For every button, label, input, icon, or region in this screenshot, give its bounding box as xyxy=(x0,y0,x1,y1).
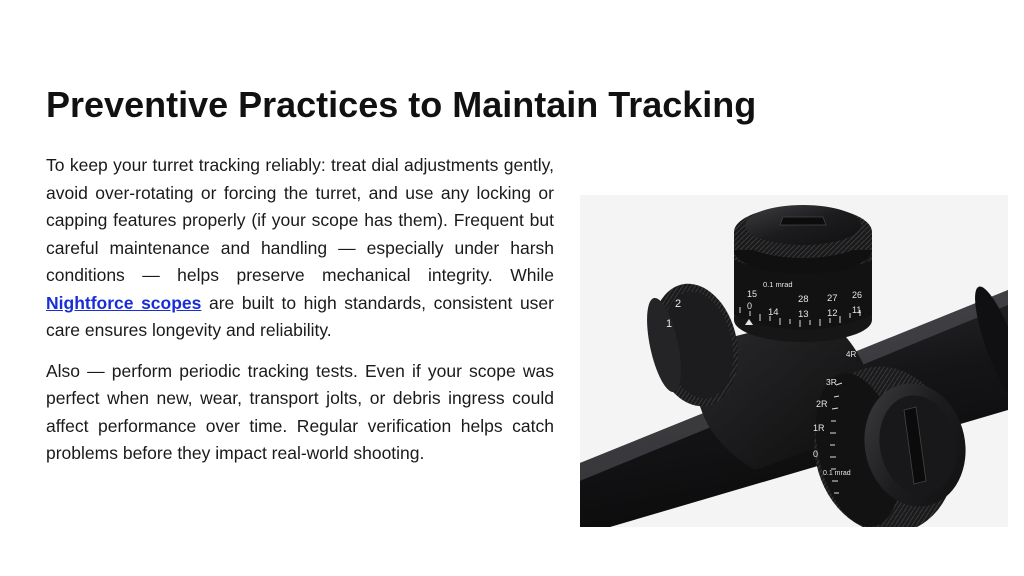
windage-number-0: 0 xyxy=(813,449,819,459)
elevation-unit-label: 0.1 mrad xyxy=(763,280,793,289)
nightforce-scopes-link[interactable]: Nightforce scopes xyxy=(46,292,202,313)
elevation-number-12: 12 xyxy=(827,308,838,319)
windage-number-2r: 2R xyxy=(816,399,828,409)
windage-number-3r: 3R xyxy=(826,377,837,387)
windage-number-4r: 4R xyxy=(846,350,857,359)
windage-unit-label: 0.1 mrad xyxy=(823,470,851,477)
paragraph-care-text: To keep your turret tracking reliably: treat dial adjustments gently, avoid over-rotating or forcing the turret, and use any locking or capping features properly (if your scope has them). Frequent but careful maintenance and handling — especially under harsh conditions — helps preserve mechanical integrity. While xyxy=(46,155,554,285)
elevation-number-14: 14 xyxy=(768,307,779,318)
elevation-number-15: 15 xyxy=(747,289,758,299)
slide-title: Preventive Practices to Maintain Tracking xyxy=(46,84,757,125)
scope-image xyxy=(580,195,1008,527)
elevation-number-26: 26 xyxy=(852,290,863,300)
elevation-turret xyxy=(734,205,872,342)
elevation-cap-slot xyxy=(780,217,826,225)
body-text xyxy=(46,152,554,481)
elevation-number-11: 11 xyxy=(852,305,862,315)
side-dial-number-1: 1 xyxy=(666,318,673,330)
paragraph-care-text-end: are built to high standards, consistent user care ensures longevity and reliability. xyxy=(46,292,554,340)
paragraph-care xyxy=(46,152,554,345)
elevation-number-0: 0 xyxy=(747,301,753,311)
elevation-number-28: 28 xyxy=(798,294,809,305)
elevation-number-27: 27 xyxy=(827,293,838,304)
paragraph-testing: Also — perform periodic tracking tests. Even if your scope was perfect when new, wear, transport jolts, or debris ingress could affect performance over time. Regular verification helps catch problems before they impact real-world shooting. xyxy=(46,360,554,463)
windage-number-1r: 1R xyxy=(813,423,825,433)
side-dial-number-2: 2 xyxy=(675,298,682,310)
elevation-number-13: 13 xyxy=(798,309,809,320)
